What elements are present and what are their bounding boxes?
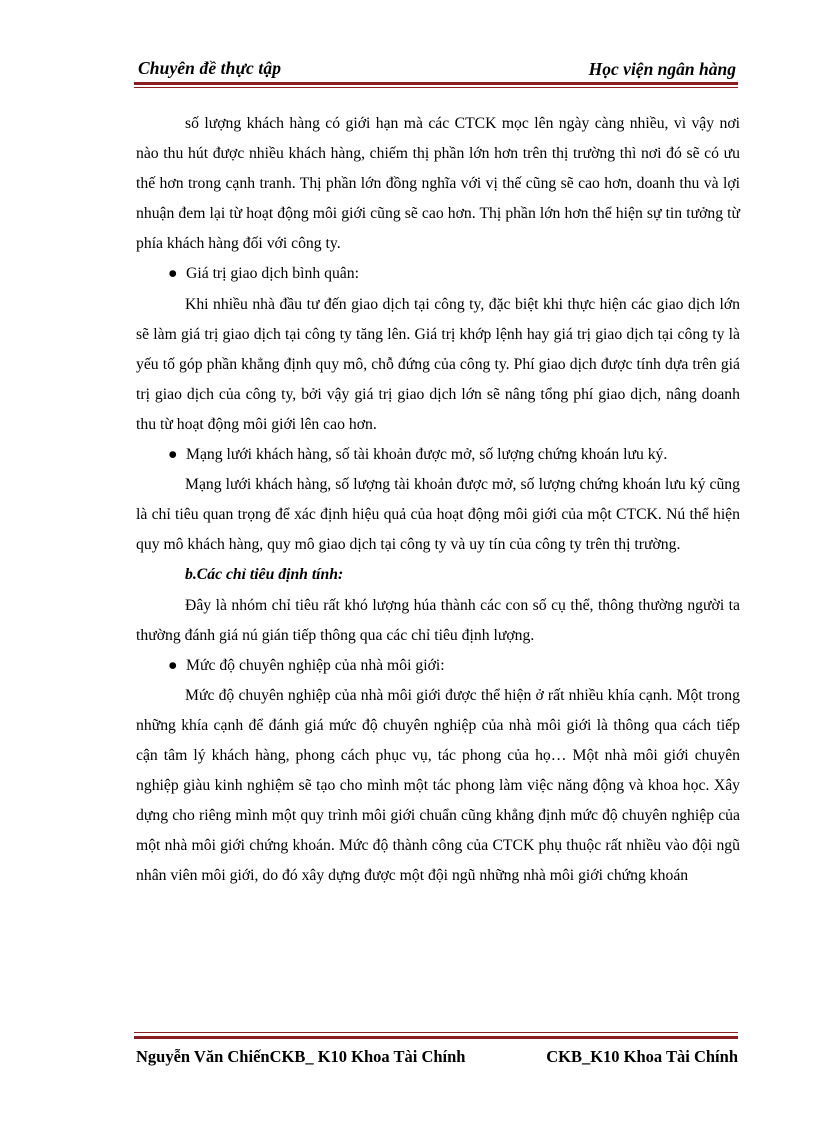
- paragraph-qualitative-intro: Đây là nhóm chỉ tiêu rất khó lượng húa thành các con số cụ thể, thông thường người ta thường đánh giá nú gián tiếp thông qua các chỉ tiêu định lượng.: [136, 596, 740, 644]
- footer-class: CKB_K10 Khoa Tài Chính: [546, 1047, 738, 1066]
- header-rule-thin: [134, 87, 738, 88]
- paragraph-transaction-value: Khi nhiều nhà đầu tư đến giao dịch tại công ty, đặc biệt khi thực hiện các giao dịch lớn sẽ làm giá trị giao dịch tại công ty tăng lên. Giá trị khớp lệnh hay giá trị giao dịch tại công ty là yếu tố góp phần khẳng định quy mô, chỗ đứng của công ty. Phí giao dịch được tính dựa trên giá trị giao dịch của công ty, bởi vậy giá trị giao dịch lớn sẽ nâng tổng phí giao dịch, nâng doanh thu từ hoạt động môi giới lên cao hơn.: [136, 295, 740, 433]
- section-subheading: b.Các chỉ tiêu định tính:: [185, 566, 344, 584]
- page-body: [136, 109, 740, 891]
- footer-author: Nguyễn Văn ChiếnCKB_ K10 Khoa Tài Chính: [136, 1047, 466, 1066]
- bullet-item-customer-network: [136, 440, 740, 470]
- bullet-icon: ●: [168, 446, 178, 464]
- bullet-icon: ●: [168, 265, 178, 283]
- header-institution: Học viện ngân hàng: [588, 59, 736, 79]
- bullet-item-transaction-value: [136, 259, 740, 289]
- footer-rule-thick: [134, 1036, 738, 1039]
- paragraph-customer-network: Mạng lưới khách hàng, số lượng tài khoản được mở, số lượng chứng khoán lưu ký cũng là chỉ tiêu quan trọng để xác định hiệu quả của hoạt động môi giới của một CTCK. Nú thể hiện quy mô khách hàng, quy mô giao dịch tại công ty và uy tín của công ty trên thị trường.: [136, 476, 740, 554]
- bullet-text: Mức độ chuyên nghiệp của nhà môi giới:: [186, 656, 445, 674]
- header-rule-thick: [134, 82, 738, 85]
- page-footer: [134, 1030, 738, 1080]
- bullet-item-professionalism: [136, 651, 740, 681]
- footer-rule-thin: [134, 1032, 738, 1033]
- paragraph-market-share: số lượng khách hàng có giới hạn mà các CTCK mọc lên ngày càng nhiều, vì vậy nơi nào thu hút được nhiều khách hàng, chiếm thị phần lớn hơn trên thị trường thì nơi đó sẽ có ưu thế hơn trong cạnh tranh. Thị phần lớn đồng nghĩa với vị thế cũng sẽ cao hơn, doanh thu và lợi nhuận đem lại từ hoạt động môi giới cũng sẽ cao hơn. Thị phần lớn hơn thể hiện sự tin tưởng từ phía khách hàng đối với công ty.: [136, 115, 740, 253]
- paragraph-professionalism: Mức độ chuyên nghiệp của nhà môi giới được thể hiện ở rất nhiều khía cạnh. Một trong những khía cạnh để đánh giá mức độ chuyên nghiệp của nhà môi giới là thông qua cách tiếp cận tâm lý khách hàng, phong cách phục vụ, tác phong của họ… Một nhà môi giới chuyên nghiệp giàu kinh nghiệm sẽ tạo cho mình một tác phong làm việc năng động và khoa học. Xây dựng cho riêng mình một quy trình môi giới chuẩn cũng khẳng định mức độ chuyên nghiệp của một nhà môi giới chứng khoán. Mức độ thành công của CTCK phụ thuộc rất nhiều vào đội ngũ nhân viên môi giới, do đó xây dựng được một đội ngũ những nhà môi giới chứng khoán: [136, 686, 740, 885]
- bullet-text: Giá trị giao dịch bình quân:: [186, 265, 359, 283]
- page-header: [134, 52, 738, 86]
- bullet-text: Mạng lưới khách hàng, số tài khoản được mở, số lượng chứng khoán lưu ký.: [186, 446, 668, 464]
- header-document-title: Chuyên đề thực tập: [138, 58, 282, 78]
- bullet-icon: ●: [168, 656, 178, 674]
